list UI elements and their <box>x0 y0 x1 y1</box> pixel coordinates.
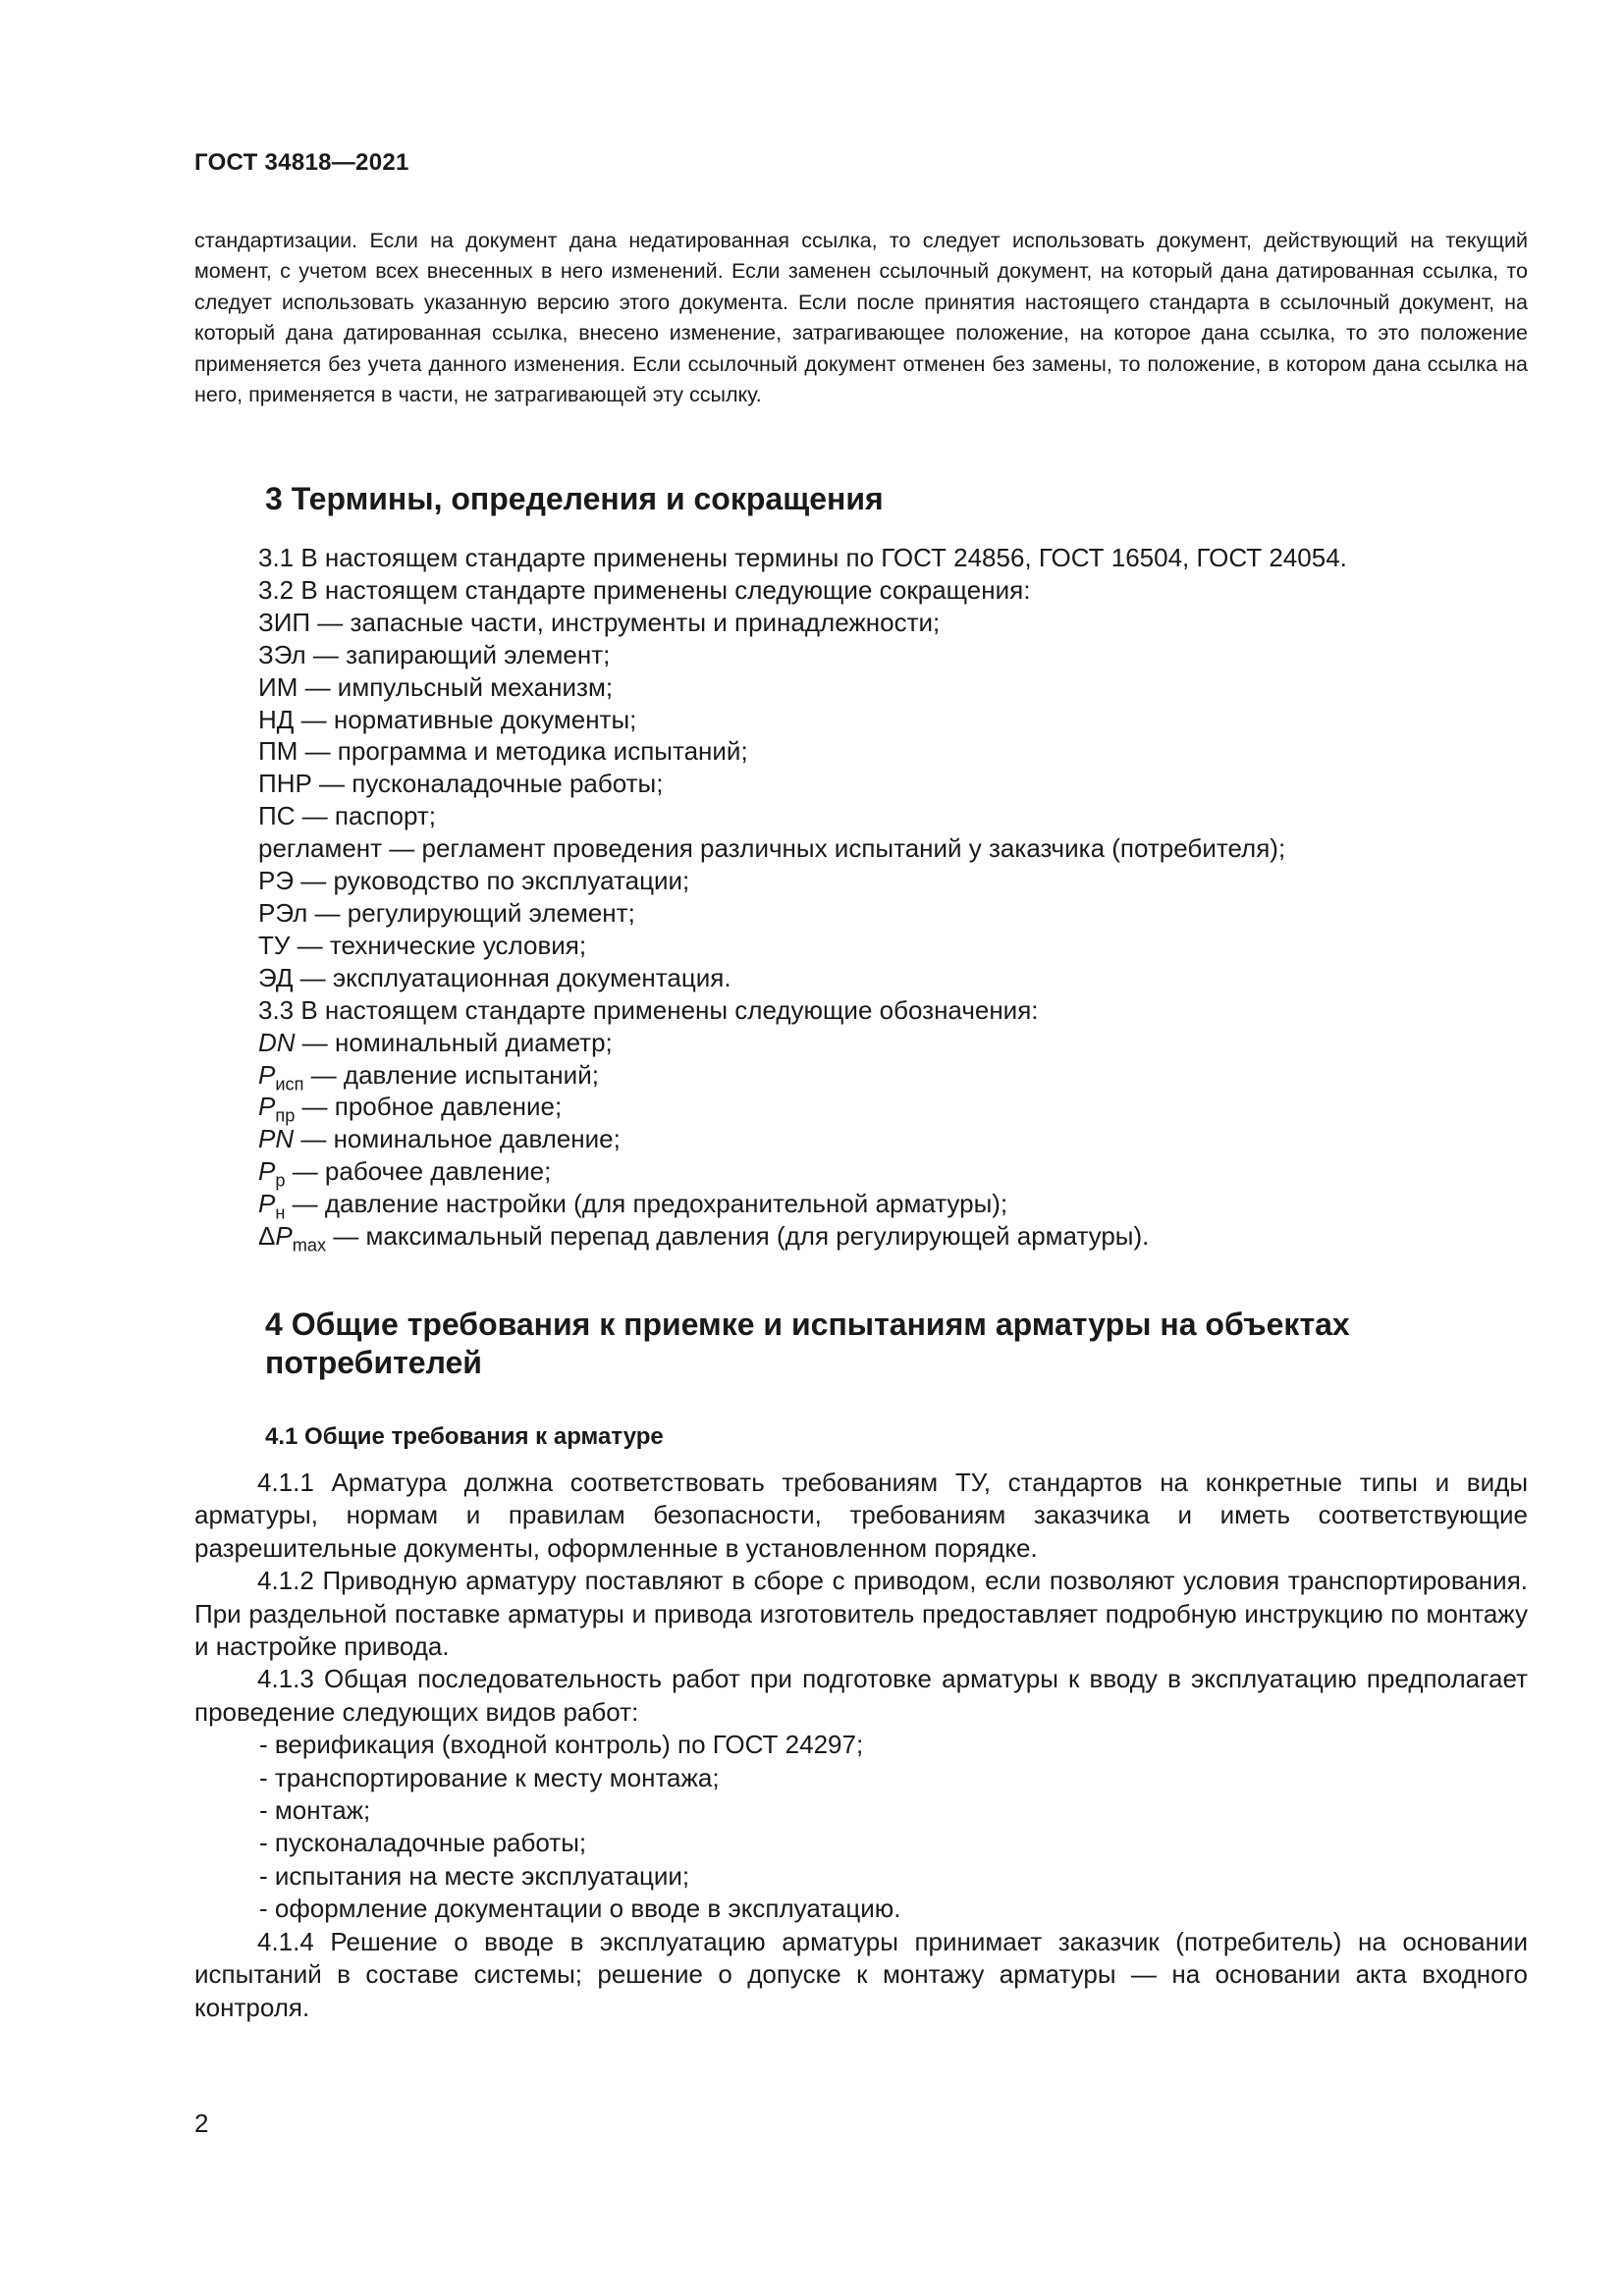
list-item: - пусконаладочные работы; <box>259 1828 587 1858</box>
abbreviation-item: ПС — паспорт; <box>258 801 437 831</box>
symbol-letter: P <box>258 1092 276 1122</box>
list-item: - испытания на месте эксплуатации; <box>259 1860 690 1891</box>
list-item: - верификация (входной контроль) по ГОСТ 24297; <box>259 1730 864 1760</box>
list-item: - транспортирование к месту монтажа; <box>259 1762 720 1792</box>
symbol-item <box>258 1155 1347 1191</box>
symbol-item <box>258 1059 1347 1092</box>
abbreviation-item: ЗИП — запасные части, инструменты и принадлежности; <box>258 607 941 637</box>
symbol-definition: — рабочее давление; <box>285 1156 552 1187</box>
abbreviation-item: регламент — регламент проведения различных испытаний у заказчика (потребителя); <box>258 833 1286 864</box>
symbol-subscript: пр <box>275 1105 296 1126</box>
abbreviation-item: НД — нормативные документы; <box>258 704 637 734</box>
abbreviation-item: ЭД — эксплуатационная документация. <box>258 962 731 992</box>
symbol-definition: — номинальное давление; <box>294 1124 621 1154</box>
clause-3-1: 3.1 В настоящем стандарте применены термины по ГОСТ 24856, ГОСТ 16504, ГОСТ 24054. <box>258 543 1347 572</box>
abbreviation-item: ПМ — программа и методика испытаний; <box>258 736 748 767</box>
symbol-prefix: Δ <box>258 1221 276 1252</box>
symbol-item <box>258 1220 1347 1253</box>
symbol-letter: P <box>258 1189 276 1219</box>
symbol-subscript: max <box>292 1235 327 1255</box>
symbol-definition: — максимальный перепад давления (для регулирующей арматуры). <box>326 1221 1150 1252</box>
list-item: - монтаж; <box>259 1795 371 1826</box>
clause-4-1-2: 4.1.2 Приводную арматуру поставляют в сборе с приводом, если позволяют условия транспортирования. При раздельной поставке арматуры и привода изготовитель предоставляет подробную инструкцию по монтажу и настройке привода. <box>194 1566 1528 1662</box>
clause-4-1-1: 4.1.1 Арматура должна соответствовать требованиям ТУ, стандартов на конкретные типы и виды арматуры, нормам и правилам безопасности, требованиям заказчика и иметь соответствующие разрешительные документы, оформленные в установленном порядке. <box>194 1468 1528 1563</box>
abbreviation-item: РЭ — руководство по эксплуатации; <box>258 866 690 896</box>
abbreviation-item: ТУ — технические условия; <box>258 930 587 960</box>
work-stages-list <box>194 1729 1528 1925</box>
symbol-item <box>258 1188 1347 1223</box>
abbreviation-item: ПНР — пусконаладочные работы; <box>258 769 664 799</box>
symbol-subscript: исп <box>275 1073 304 1094</box>
symbol-subscript: р <box>275 1170 286 1191</box>
symbol-letter: DN <box>258 1027 296 1057</box>
abbreviation-item: ИМ — импульсный механизм; <box>258 671 614 702</box>
document-code-header: ГОСТ 34818—2021 <box>194 149 409 176</box>
subsection-4-1-heading: 4.1 Общие требования к арматуре <box>265 1423 664 1450</box>
section-3-heading: 3 Термины, определения и сокращения <box>265 481 884 516</box>
symbol-definition: — давление настройки (для предохранительной арматуры); <box>285 1189 1008 1219</box>
symbol-letter: P <box>275 1221 293 1252</box>
clause-4-1-3: 4.1.3 Общая последовательность работ при подготовке арматуры к вводу в эксплуатацию предполагает проведение следующих видов работ: <box>194 1664 1528 1727</box>
symbol-letter: PN <box>258 1124 295 1154</box>
symbol-letter: P <box>258 1156 276 1187</box>
symbol-item <box>258 1123 1347 1155</box>
list-item: - оформление документации о вводе в эксплуатацию. <box>259 1894 901 1924</box>
abbreviation-item: ЗЭл — запирающий элемент; <box>258 639 611 669</box>
page-number: 2 <box>194 2109 209 2138</box>
abbreviation-item: РЭл — регулирующий элемент; <box>258 897 635 928</box>
symbol-letter: P <box>258 1059 276 1090</box>
symbol-item <box>258 1027 1347 1059</box>
symbol-definition: — пробное давление; <box>295 1092 563 1122</box>
clause-4-1-4: 4.1.4 Решение о вводе в эксплуатацию арматуры принимает заказчик (потребитель) на основании испытаний в составе системы; решение о допуске к монтажу арматуры — на основании акта входного контроля. <box>194 1926 1528 2022</box>
section-4-1-body <box>194 1467 1528 2024</box>
symbol-definition: — номинальный диаметр; <box>295 1027 613 1057</box>
section-3-body <box>258 542 1347 1253</box>
clause-3-2: 3.2 В настоящем стандарте применены следующие сокращения: <box>258 574 1031 605</box>
symbol-subscript: н <box>275 1202 286 1223</box>
section-4-heading: 4 Общие требования к приемке и испытаниям арматуры на объектах потребителей <box>265 1307 1350 1380</box>
intro-paragraph: стандартизации. Если на документ дана недатированная ссылка, то следует использовать документ, действующий на текущий момент, с учетом всех внесенных в него изменений. Если заменен ссылочный документ, на который дана датированная ссылка, то следует использовать указанную версию этого документа. Если после принятия настоящего стандарта в ссылочный документ, на который дана датированная ссылка, внесено изменение, затрагивающее положение, на которое дана ссылка, то это положение применяется без учета данного изменения. Если ссылочный документ отменен без замены, то положение, в котором дана ссылка на него, применяется в части, не затрагивающей эту ссылку. <box>194 229 1528 407</box>
clause-3-3: 3.3 В настоящем стандарте применены следующие обозначения: <box>258 994 1039 1025</box>
symbol-item <box>258 1091 1347 1126</box>
symbol-definition: — давление испытаний; <box>303 1059 599 1090</box>
